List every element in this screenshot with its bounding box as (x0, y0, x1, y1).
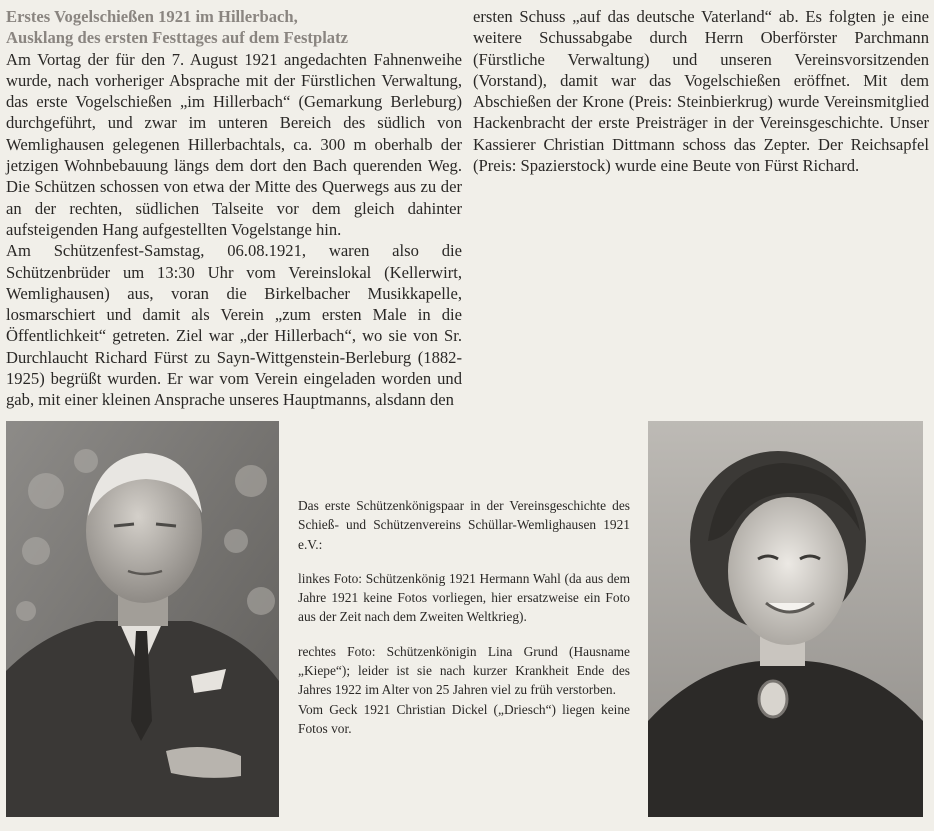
article-paragraph-2-continued: ersten Schuss „auf das deutsche Vaterland“ ab. Es folgten je eine weitere Schussabgabe durch Herrn Oberförster Parchmann (Fürstliche Verwaltung) und unseren Vereinsvorsitzenden (Vorstand), damit war das Vogelschießen eröffnet. Mit dem Abschießen der Krone (Preis: Steinbierkrug) wurde Vereinsmitglied Hackenbracht der erste Preisträger in der Vereinsgeschichte. Unser Kassierer Christian Dittmann schoss das Zepter. Der Reichsapfel (Preis: Spazierstock) wurde eine Beute von Fürst Richard. (473, 7, 929, 176)
caption-right-photo: rechtes Foto: Schützenkönigin Lina Grund (Hausname „Kiepe“); leider ist sie nach kurzer Krankheit Ende des Jahres 1922 im Alter von 25 Jahren viel zu früh verstorben. (298, 643, 630, 698)
article-paragraph-2: Am Schützenfest-Samstag, 06.08.1921, waren also die Schützenbrüder um 13:30 Uhr vom Vereinslokal (Kellerwirt, Wemlighausen) aus, voran die Birkelbacher Musikkapelle, losmarschiert und damit als Verein „zum ersten Male in die Öffentlichkeit“ getreten. Ziel war „der Hillerbach“, wo sie von Sr. Durchlaucht Richard Fürst zu Sayn-Wittgenstein-Berleburg (1882-1925) begrüßt wurden. Er war vom Verein eingeladen worden und gab, mit einer kleinen Ansprache unseres Hauptmanns, alsdann den (6, 241, 462, 410)
article-title-line-2: Ausklang des ersten Festtages auf dem Festplatz (6, 28, 348, 48)
photo-schuetzenkoenigin (648, 421, 923, 817)
caption-left-photo: linkes Foto: Schützenkönig 1921 Hermann Wahl (da aus dem Jahre 1921 keine Fotos vorliegen, hier ersatzweise ein Foto aus der Zeit nach dem Zweiten Weltkrieg). (298, 570, 630, 625)
caption-intro: Das erste Schützenkönigspaar in der Vereinsgeschichte des Schieß- und Schützenvereins Schüllar-Wemlighausen 1921 e.V.: (298, 498, 630, 552)
photo-schuetzenkoenig-image (6, 421, 279, 817)
photo-schuetzenkoenig (6, 421, 279, 817)
photo-schuetzenkoenigin-image (648, 421, 923, 817)
caption-geck: Vom Geck 1921 Christian Dickel („Driesch“) liegen keine Fotos vor. (298, 701, 630, 736)
article-left-column (6, 6, 462, 411)
article-title-line-1: Erstes Vogelschießen 1921 im Hillerbach, (6, 7, 298, 26)
article-right-column (473, 6, 929, 176)
photo-caption (298, 496, 630, 738)
article-paragraph-1: Am Vortag der für den 7. August 1921 angedachten Fahnenweihe wurde, nach vorheriger Absprache mit der Fürstlichen Verwaltung, das erste Vogelschießen „im Hillerbach“ (Gemarkung Berleburg) durchgeführt, und zwar im unteren Bereich des südlich von Wemlighausen gelegenen Hillerbachtals, ca. 300 m oberhalb der jetzigen Wohnbebauung längs dem dort den Bach querenden Weg. Die Schützen schossen von etwa der Mitte des Querwegs aus zu der an der rechten, südlichen Talseite vor dem gleich dahinter aufsteigenden Hang aufgestellten Vogelstange hin. (6, 49, 462, 239)
